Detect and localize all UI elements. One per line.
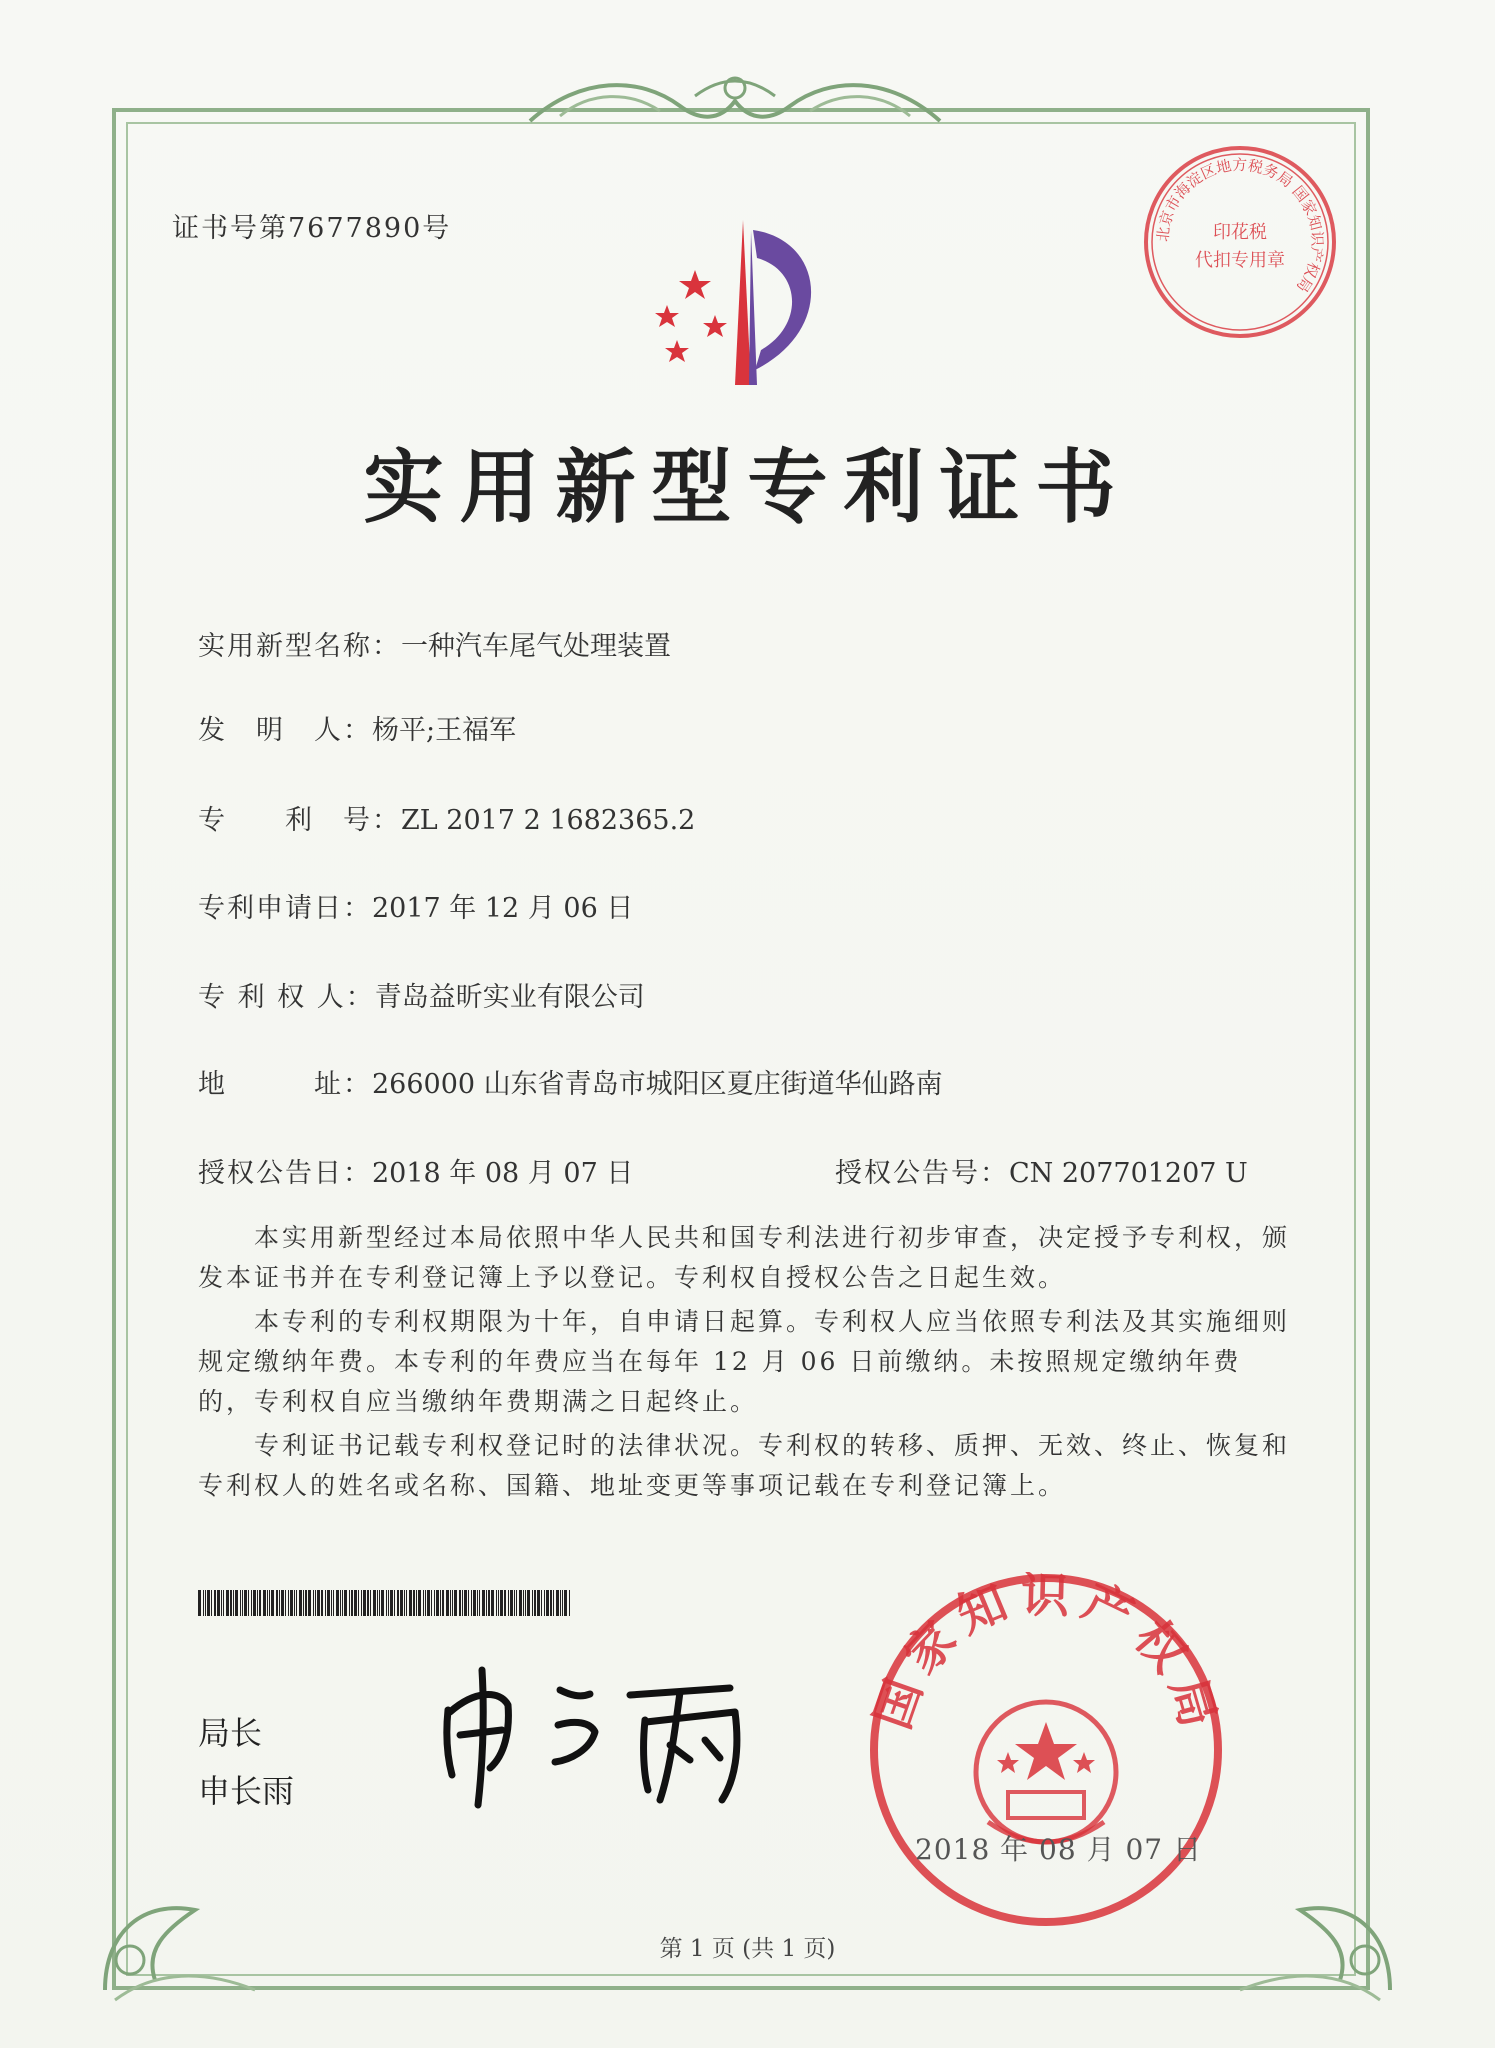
barcode-bar (327, 1590, 330, 1616)
top-ornament (520, 66, 950, 136)
barcode-bar (217, 1590, 220, 1616)
barcode-bar (294, 1590, 295, 1616)
barcode-bar (431, 1590, 432, 1616)
barcode-bar (351, 1590, 353, 1616)
barcode-bar (203, 1590, 204, 1616)
barcode-bar (305, 1590, 307, 1616)
barcode-bar (263, 1590, 266, 1616)
barcode-bar (288, 1590, 289, 1616)
tax-stamp-ring-text: 北京市海淀区地方税务局 国家知识产权局 (1153, 155, 1327, 296)
barcode-bar (532, 1590, 533, 1616)
barcode-bar (321, 1590, 323, 1616)
barcode-bar (425, 1590, 426, 1616)
utility-model-name-value: 一种汽车尾气处理装置 (401, 631, 671, 662)
barcode-bar (336, 1590, 339, 1616)
barcode-bar (553, 1590, 554, 1616)
barcode-bar (325, 1590, 326, 1616)
barcode-bar (257, 1590, 258, 1616)
address-value: 266000 山东省青岛市城阳区夏庄街道华仙路南 (372, 1069, 943, 1100)
barcode-bar (434, 1590, 435, 1616)
barcode-bar (226, 1590, 229, 1616)
barcode-bar (519, 1590, 522, 1616)
utility-model-name-row (198, 624, 671, 663)
barcode-bar (440, 1590, 441, 1616)
barcode-bar (488, 1590, 490, 1616)
grant-number-row (835, 1151, 1248, 1190)
barcode-bar (452, 1590, 453, 1616)
barcode-bar (464, 1590, 467, 1616)
barcode-bar (454, 1590, 457, 1616)
tax-stamp-line2: 代扣专用章 (1195, 250, 1285, 271)
barcode-bar (240, 1590, 241, 1616)
page-number: 第 1 页 (共 1 页) (659, 1936, 836, 1962)
grant-number-value: CN 207701207 U (1009, 1158, 1248, 1189)
grant-date-row (198, 1151, 633, 1190)
barcode-bar (315, 1590, 316, 1616)
barcode-bar (473, 1590, 476, 1616)
svg-text:国家知识产权局 (868, 1572, 1224, 1743)
patent-office-logo (625, 210, 855, 390)
barcode-bar (510, 1590, 513, 1616)
barcode-bar (560, 1590, 561, 1616)
barcode-bar (317, 1590, 320, 1616)
paragraph-grant: 本实用新型经过本局依照中华人民共和国专利法进行初步审查，决定授予专利权，颁发本证书并在专利登记簿上予以登记。专利权自授权公告之日起生效。 (198, 1223, 1291, 1292)
barcode-bar (446, 1590, 449, 1616)
barcode-bar (248, 1590, 249, 1616)
barcode-bar (377, 1590, 378, 1616)
barcode-bar (207, 1590, 210, 1616)
barcode-bar (230, 1590, 232, 1616)
barcode-bar (486, 1590, 487, 1616)
inventor-label: 发 明 人： (198, 715, 372, 746)
barcode-bar (271, 1590, 274, 1616)
filing-date-value: 2017 年 12 月 06 日 (372, 893, 634, 924)
barcode-bar (279, 1590, 280, 1616)
patentee-label: 专 利 权 人： (198, 982, 375, 1013)
barcode-bar (523, 1590, 524, 1616)
paragraph-term: 本专利的专利权期限为十年，自申请日起算。专利权人应当依照专利法及其实施细则规定缴纳年费。本专利的年费应当在每年 12 月 06 日前缴纳。未按照规定缴纳年费的，专利权自应当缴纳年费期满之日起终止。 (198, 1307, 1291, 1416)
bottom-left-ornament (85, 1840, 265, 2010)
barcode-bar (331, 1590, 332, 1616)
seal-ring-text: 国家知识产权局 (868, 1572, 1224, 1743)
barcode-bar (504, 1590, 506, 1616)
barcode-bar (285, 1590, 286, 1616)
barcode-bar (373, 1590, 376, 1616)
filing-date-row (198, 886, 633, 925)
barcode-bar (550, 1590, 552, 1616)
barcode-bar (386, 1590, 387, 1616)
barcode-bar (498, 1590, 499, 1616)
barcode-bar (221, 1590, 222, 1616)
tax-stamp-line1: 印花税 (1213, 222, 1267, 243)
filing-date-label: 专利申请日： (198, 893, 372, 924)
director-name: 申长雨 (198, 1772, 295, 1810)
barcode-bar (205, 1590, 206, 1616)
barcode-bar (281, 1590, 284, 1616)
certificate-number: 证书号第7677890号 (172, 213, 452, 244)
barcode-bar (367, 1590, 369, 1616)
barcode-bar (525, 1590, 526, 1616)
barcode-bar (468, 1590, 469, 1616)
barcode-bar (333, 1590, 334, 1616)
barcode-bar (477, 1590, 478, 1616)
patentee-row (198, 975, 645, 1014)
barcode-bar (556, 1590, 559, 1616)
barcode-bar (233, 1590, 234, 1616)
barcode-bar (296, 1590, 297, 1616)
inventor-value: 杨平;王福军 (372, 715, 517, 746)
barcode-bar (363, 1590, 366, 1616)
grant-date-label: 授权公告日： (198, 1158, 372, 1189)
barcode-bar (427, 1590, 430, 1616)
barcode-bar (223, 1590, 224, 1616)
barcode-bar (546, 1590, 549, 1616)
barcode-bar (269, 1590, 270, 1616)
barcode-bar (537, 1590, 540, 1616)
barcode-bar (500, 1590, 503, 1616)
barcode-bar (569, 1590, 570, 1616)
barcode-bar (514, 1590, 515, 1616)
barcode-bar (267, 1590, 268, 1616)
barcode-bar (308, 1590, 311, 1616)
director-signature (430, 1650, 790, 1810)
barcode-bar (381, 1590, 384, 1616)
barcode-bar (388, 1590, 389, 1616)
barcode-bar (379, 1590, 380, 1616)
barcode-bar (214, 1590, 216, 1616)
barcode-bar (299, 1590, 302, 1616)
barcode-bar (276, 1590, 278, 1616)
barcode-bar (400, 1590, 403, 1616)
patent-number-label: 专 利 号： (198, 805, 401, 836)
barcode-bar (259, 1590, 261, 1616)
utility-model-name-label: 实用新型名称： (198, 631, 401, 662)
barcode-bar (479, 1590, 480, 1616)
barcode-bar (358, 1590, 359, 1616)
barcode-bar (340, 1590, 341, 1616)
barcode-bar (459, 1590, 461, 1616)
barcode-bar (541, 1590, 542, 1616)
address-label: 地 址： (198, 1069, 372, 1100)
barcode-bar (409, 1590, 412, 1616)
barcode-bar (242, 1590, 243, 1616)
barcode-bar (471, 1590, 472, 1616)
seal-date: 2018 年 08 月 07 日 (915, 1833, 1203, 1866)
barcode-bar (397, 1590, 399, 1616)
barcode-bar (534, 1590, 536, 1616)
grant-number-label: 授权公告号： (835, 1158, 1009, 1189)
barcode-bar (482, 1590, 485, 1616)
barcode-bar (235, 1590, 238, 1616)
barcode-bar (406, 1590, 407, 1616)
barcode-bar (442, 1590, 444, 1616)
barcode-bar (516, 1590, 517, 1616)
patent-number-row (198, 798, 695, 837)
barcode-bar (244, 1590, 247, 1616)
tax-stamp (1140, 142, 1340, 342)
barcode-bar (423, 1590, 424, 1616)
inventor-row (198, 708, 516, 747)
barcode-bar (251, 1590, 252, 1616)
patent-number-value: ZL 2017 2 1682365.2 (401, 805, 696, 836)
barcode-bar (436, 1590, 439, 1616)
barcode-bar (390, 1590, 393, 1616)
page-title: 实用新型专利证书 (363, 441, 1132, 534)
grant-date-value: 2018 年 08 月 07 日 (372, 1158, 634, 1189)
barcode-bar (354, 1590, 357, 1616)
barcode-bar (342, 1590, 343, 1616)
barcode-bar (564, 1590, 567, 1616)
barcode-bar (527, 1590, 530, 1616)
barcode-bar (496, 1590, 497, 1616)
barcode-bar (418, 1590, 421, 1616)
barcode-bar (413, 1590, 415, 1616)
barcode-bar (349, 1590, 350, 1616)
barcode-bar (544, 1590, 545, 1616)
barcode-bar (562, 1590, 563, 1616)
barcode-bar (344, 1590, 347, 1616)
barcode-bar (508, 1590, 509, 1616)
barcode-bar (491, 1590, 494, 1616)
barcode-bar (450, 1590, 451, 1616)
barcode-bar (370, 1590, 371, 1616)
barcode-bar (290, 1590, 293, 1616)
paragraph-legal-status: 专利证书记载专利权登记时的法律状况。专利权的转移、质押、无效、终止、恢复和专利权人的姓名或名称、国籍、地址变更等事项记载在专利登记簿上。 (198, 1431, 1291, 1500)
barcode-bar (462, 1590, 463, 1616)
barcode-bar (303, 1590, 304, 1616)
barcode-bar (361, 1590, 362, 1616)
barcode-bar (211, 1590, 212, 1616)
barcode-bar (416, 1590, 417, 1616)
patentee-value: 青岛益昕实业有限公司 (374, 982, 645, 1013)
barcode-bar (198, 1590, 201, 1616)
barcode (198, 1590, 572, 1616)
official-seal (868, 1572, 1224, 1928)
barcode-bar (404, 1590, 405, 1616)
barcode-bar (313, 1590, 314, 1616)
barcode-bar (394, 1590, 395, 1616)
barcode-bar (253, 1590, 256, 1616)
director-title: 局长 (198, 1714, 263, 1752)
bottom-right-ornament (1230, 1840, 1410, 2010)
address-row (198, 1062, 943, 1101)
